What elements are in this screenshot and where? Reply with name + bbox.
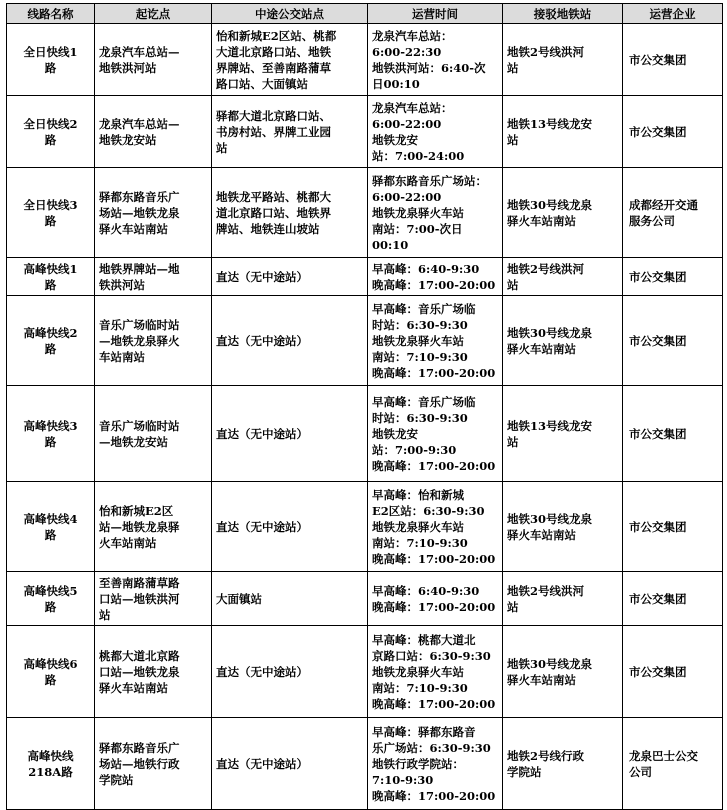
cell-text-line: 直达（无中途站） (216, 519, 308, 534)
cell-text-line: 地铁2号线洪河 (507, 583, 585, 598)
cell-text-line: 书房村站、界牌工业园 (216, 124, 331, 139)
cell-operator (623, 572, 723, 626)
cell-text-line: 直达（无中途站） (216, 269, 308, 284)
cell-text-line: 道北京路口站、地铁界 (216, 205, 331, 220)
cell-text-line: 站 (507, 599, 519, 614)
cell-text-line: 直达（无中途站） (216, 426, 308, 441)
cell-text-line: 地铁2号线洪河 (507, 261, 585, 276)
cell-text-line: 全日快线2 (23, 116, 78, 131)
cell-text-line: 市公交集团 (629, 519, 687, 534)
cell-text-line: 地铁2号线洪河 (507, 44, 585, 59)
cell-text-line: 驿都大道北京路口站、 (216, 108, 331, 123)
cell-operating-hours (368, 386, 503, 482)
cell-text-line: 7:10-9:30 (372, 772, 434, 787)
cell-intermediate-stops (212, 626, 368, 718)
cell-text-line: 地铁30号线龙泉 (507, 197, 593, 212)
table-row (7, 482, 723, 572)
cell-text-line: 音乐广场临时站 (99, 317, 180, 332)
cell-operator (623, 258, 723, 296)
cell-text-line: E2区站：6:30-9:30 (372, 503, 485, 518)
cell-text-line: 全日快线1 (23, 44, 78, 59)
cell-metro-connection (503, 24, 623, 96)
cell-endpoints (95, 626, 212, 718)
table-row (7, 626, 723, 718)
cell-text-line: 地铁行政学院站： (372, 756, 464, 771)
table-row (7, 572, 723, 626)
cell-text-line: 地铁龙泉驿火车站 (372, 664, 464, 679)
cell-metro-connection (503, 296, 623, 386)
cell-text-line: 学院站 (99, 772, 134, 787)
cell-text-line: 成都经开交通 (629, 197, 698, 212)
cell-operating-hours (368, 96, 503, 168)
cell-text-line: 路 (44, 672, 57, 687)
cell-endpoints (95, 296, 212, 386)
cell-text-line: 市公交集团 (629, 426, 687, 441)
cell-text-line: 站 (507, 434, 519, 449)
cell-endpoints (95, 258, 212, 296)
table-row (7, 386, 723, 482)
table-row (7, 718, 723, 810)
cell-text-line: 地铁2号线行政 (507, 748, 585, 763)
cell-text-line: 公司 (629, 764, 652, 779)
cell-route-name (7, 572, 95, 626)
cell-endpoints (95, 96, 212, 168)
cell-text-line: 市公交集团 (629, 591, 687, 606)
cell-text-line: 牌站、地铁连山坡站 (216, 221, 320, 236)
cell-operator (623, 24, 723, 96)
cell-text-line: 早高峰：6:40-9:30 (372, 583, 480, 598)
cell-text-line: 场站—地铁行政 (99, 756, 180, 771)
cell-text-line: 地铁界牌站—地 (99, 261, 180, 276)
cell-endpoints (95, 386, 212, 482)
cell-text-line: 界牌站、至善南路蒲草 (216, 60, 331, 75)
cell-intermediate-stops (212, 258, 368, 296)
cell-metro-connection (503, 258, 623, 296)
header-route-name: 线路名称 (7, 4, 95, 24)
cell-text-line: 直达（无中途站） (216, 756, 308, 771)
cell-text-line: 6:00-22:30 (372, 44, 442, 59)
cell-text-line: 至善南路蒲草路 (99, 575, 180, 590)
table-header-row (7, 4, 723, 24)
cell-text-line: 站：7:00-24:00 (372, 148, 465, 163)
cell-text-line: 路 (44, 434, 57, 449)
cell-text-line: 市公交集团 (629, 52, 687, 67)
header-intermediate-stops: 中途公交站点 (212, 4, 368, 24)
cell-text-line: 早高峰：驿都东路音 (372, 724, 476, 739)
cell-text-line: 车站南站 (99, 349, 145, 364)
cell-text-line: 时站：6:30-9:30 (372, 410, 468, 425)
cell-endpoints (95, 718, 212, 810)
cell-operator (623, 482, 723, 572)
cell-metro-connection (503, 386, 623, 482)
cell-operator (623, 96, 723, 168)
cell-text-line: 早高峰：桃都大道北 (372, 632, 476, 647)
cell-text-line: 路 (44, 277, 57, 292)
cell-intermediate-stops (212, 96, 368, 168)
cell-operator (623, 386, 723, 482)
cell-text-line: 南站：7:10-9:30 (372, 349, 468, 364)
cell-text-line: 地铁30号线龙泉 (507, 656, 593, 671)
cell-text-line: 地铁30号线龙泉 (507, 511, 593, 526)
cell-operating-hours (368, 718, 503, 810)
cell-route-name (7, 96, 95, 168)
cell-intermediate-stops (212, 168, 368, 258)
cell-text-line: 大道北京路口站、地铁 (216, 44, 331, 59)
cell-operator (623, 718, 723, 810)
cell-text-line: 龙泉汽车总站— (99, 116, 180, 131)
cell-endpoints (95, 482, 212, 572)
bus-route-table (6, 3, 723, 810)
cell-text-line: 晚高峰：17:00-20:00 (372, 696, 496, 711)
cell-text-line: 站—地铁龙泉驿 (99, 519, 180, 534)
cell-metro-connection (503, 626, 623, 718)
cell-text-line: 市公交集团 (629, 333, 687, 348)
cell-text-line: 口站—地铁洪河 (99, 591, 180, 606)
cell-text-line: 晚高峰：17:00-20:00 (372, 277, 496, 292)
cell-text-line: 地铁龙泉驿火车站 (372, 519, 464, 534)
header-endpoints: 起讫点 (95, 4, 212, 24)
cell-text-line: 时站：6:30-9:30 (372, 317, 468, 332)
header-operator: 运营企业 (623, 4, 723, 24)
cell-operator (623, 296, 723, 386)
cell-text-line: 路口站、大面镇站 (216, 76, 308, 91)
table-row (7, 168, 723, 258)
cell-text-line: 市公交集团 (629, 664, 687, 679)
cell-text-line: 地铁洪河站：6:40-次 (372, 60, 486, 75)
cell-route-name (7, 626, 95, 718)
cell-text-line: 晚高峰：17:00-20:00 (372, 551, 496, 566)
cell-text-line: 高峰快线6 (23, 656, 78, 671)
cell-text-line: 地铁龙泉驿火车站 (372, 205, 464, 220)
cell-text-line: 火车站南站 (99, 535, 157, 550)
cell-route-name (7, 24, 95, 96)
cell-text-line: 晚高峰：17:00-20:00 (372, 599, 496, 614)
cell-text-line: 路 (44, 60, 57, 75)
cell-text-line: 南站：7:00-次日 (372, 221, 463, 236)
cell-endpoints (95, 24, 212, 96)
cell-text-line: 驿都东路音乐广 (99, 189, 180, 204)
cell-text-line: 站 (99, 607, 111, 622)
cell-text-line: 站 (216, 140, 228, 155)
cell-operating-hours (368, 258, 503, 296)
cell-text-line: 直达（无中途站） (216, 333, 308, 348)
cell-text-line: 驿火车站南站 (99, 680, 168, 695)
table-body (7, 24, 723, 810)
cell-metro-connection (503, 96, 623, 168)
cell-text-line: 地铁龙平路站、桃都大 (216, 189, 331, 204)
cell-operating-hours (368, 482, 503, 572)
cell-text-line: 驿都东路音乐广 (99, 740, 180, 755)
cell-text-line: 学院站 (507, 764, 542, 779)
cell-text-line: 直达（无中途站） (216, 664, 308, 679)
cell-text-line: 地铁洪河站 (99, 60, 157, 75)
cell-text-line: 晚高峰：17:00-20:00 (372, 788, 496, 803)
cell-text-line: 地铁龙安 (372, 132, 418, 147)
cell-text-line: 早高峰：怡和新城 (372, 487, 464, 502)
header-metro-connection: 接驳地铁站 (503, 4, 623, 24)
cell-operating-hours (368, 24, 503, 96)
cell-text-line: 高峰快线4 (23, 511, 78, 526)
cell-intermediate-stops (212, 718, 368, 810)
cell-text-line: —地铁龙安站 (99, 434, 168, 449)
cell-text-line: 驿火车站南站 (507, 672, 576, 687)
cell-text-line: 驿都东路音乐广场站： (372, 173, 487, 188)
cell-text-line: 龙泉汽车总站： (372, 28, 453, 43)
cell-text-line: 驿火车站南站 (507, 527, 576, 542)
cell-metro-connection (503, 718, 623, 810)
cell-text-line: 驿火车站南站 (99, 221, 168, 236)
cell-text-line: 路 (44, 527, 57, 542)
cell-text-line: 地铁龙安 (372, 426, 418, 441)
cell-text-line: 日00:10 (372, 76, 420, 91)
cell-text-line: 桃都大道北京路 (99, 648, 180, 663)
header-operating-hours: 运营时间 (368, 4, 503, 24)
cell-endpoints (95, 168, 212, 258)
cell-text-line: 早高峰：音乐广场临 (372, 394, 476, 409)
cell-intermediate-stops (212, 482, 368, 572)
cell-operating-hours (368, 296, 503, 386)
cell-text-line: 龙泉汽车总站— (99, 44, 180, 59)
cell-operating-hours (368, 572, 503, 626)
cell-route-name (7, 386, 95, 482)
cell-text-line: 路 (44, 341, 57, 356)
cell-text-line: 驿火车站南站 (507, 213, 576, 228)
cell-text-line: 站 (507, 132, 519, 147)
cell-text-line: 京路口站：6:30-9:30 (372, 648, 491, 663)
cell-metro-connection (503, 168, 623, 258)
cell-text-line: 高峰快线 (27, 748, 74, 763)
cell-text-line: 高峰快线2 (23, 325, 78, 340)
cell-route-name (7, 168, 95, 258)
cell-text-line: 音乐广场临时站 (99, 418, 180, 433)
cell-text-line: 高峰快线3 (23, 418, 78, 433)
cell-route-name (7, 718, 95, 810)
cell-text-line: 早高峰：音乐广场临 (372, 301, 476, 316)
cell-route-name (7, 296, 95, 386)
cell-text-line: 南站：7:10-9:30 (372, 680, 468, 695)
cell-text-line: 服务公司 (629, 213, 675, 228)
cell-operating-hours (368, 626, 503, 718)
cell-metro-connection (503, 482, 623, 572)
cell-text-line: 地铁30号线龙泉 (507, 325, 593, 340)
cell-text-line: 00:10 (372, 237, 409, 252)
cell-text-line: 龙泉汽车总站： (372, 100, 453, 115)
cell-intermediate-stops (212, 24, 368, 96)
cell-text-line: 路 (44, 599, 57, 614)
cell-text-line: 铁洪河站 (99, 277, 145, 292)
cell-text-line: 晚高峰：17:00-20:00 (372, 458, 496, 473)
cell-route-name (7, 482, 95, 572)
cell-intermediate-stops (212, 572, 368, 626)
cell-text-line: 站 (507, 60, 519, 75)
cell-text-line: 地铁13号线龙安 (507, 116, 593, 131)
cell-text-line: 乐广场站：6:30-9:30 (372, 740, 491, 755)
cell-text-line: 高峰快线1 (23, 261, 78, 276)
cell-text-line: 高峰快线5 (23, 583, 78, 598)
cell-text-line: 南站：7:10-9:30 (372, 535, 468, 550)
cell-text-line: 市公交集团 (629, 269, 687, 284)
cell-operator (623, 626, 723, 718)
cell-text-line: 地铁13号线龙安 (507, 418, 593, 433)
cell-operating-hours (368, 168, 503, 258)
cell-text-line: 晚高峰：17:00-20:00 (372, 365, 496, 380)
cell-text-line: 早高峰：6:40-9:30 (372, 261, 480, 276)
cell-route-name (7, 258, 95, 296)
table-row (7, 296, 723, 386)
cell-text-line: 怡和新城E2区站、桃都 (216, 28, 337, 43)
cell-text-line: 口站—地铁龙泉 (99, 664, 180, 679)
cell-text-line: 218A路 (28, 764, 73, 779)
cell-text-line: 龙泉巴士公交 (629, 748, 698, 763)
cell-text-line: 地铁龙泉驿火车站 (372, 333, 464, 348)
cell-endpoints (95, 572, 212, 626)
cell-text-line: 市公交集团 (629, 124, 687, 139)
table-row (7, 258, 723, 296)
cell-intermediate-stops (212, 386, 368, 482)
table-row (7, 24, 723, 96)
cell-text-line: 6:00-22:00 (372, 189, 442, 204)
cell-text-line: 场站—地铁龙泉 (99, 205, 180, 220)
cell-text-line: 6:00-22:00 (372, 116, 442, 131)
cell-text-line: 路 (44, 132, 57, 147)
cell-text-line: 怡和新城E2区 (99, 503, 174, 518)
cell-metro-connection (503, 572, 623, 626)
cell-text-line: —地铁龙泉驿火 (99, 333, 180, 348)
cell-operator (623, 168, 723, 258)
cell-intermediate-stops (212, 296, 368, 386)
cell-text-line: 大面镇站 (216, 591, 262, 606)
cell-text-line: 全日快线3 (23, 197, 78, 212)
cell-text-line: 地铁龙安站 (99, 132, 157, 147)
cell-text-line: 站 (507, 277, 519, 292)
cell-text-line: 驿火车站南站 (507, 341, 576, 356)
cell-text-line: 路 (44, 213, 57, 228)
table-row (7, 96, 723, 168)
cell-text-line: 站：7:00-9:30 (372, 442, 457, 457)
